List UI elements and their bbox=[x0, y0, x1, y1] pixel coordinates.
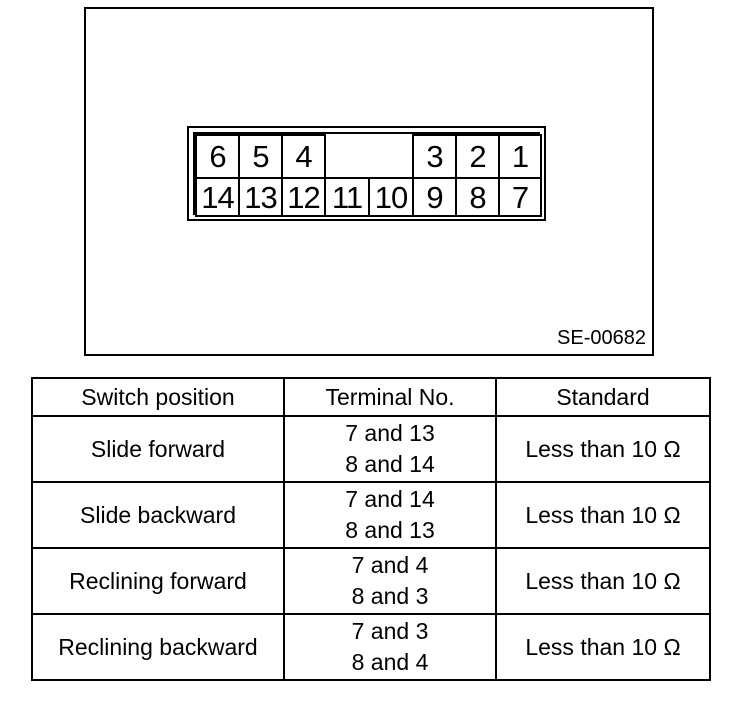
pin-1: 1 bbox=[498, 134, 542, 179]
terminal-pair: 8 and 13 bbox=[345, 517, 435, 543]
table-row bbox=[32, 548, 710, 614]
pin-9: 9 bbox=[412, 177, 457, 217]
terminal-cell bbox=[284, 548, 496, 614]
header-terminal-no: Terminal No. bbox=[284, 378, 496, 416]
table-row bbox=[32, 614, 710, 680]
header-standard: Standard bbox=[496, 378, 710, 416]
terminal-pair: 8 and 14 bbox=[345, 451, 435, 477]
pin-14: 14 bbox=[195, 177, 240, 217]
pin-12: 12 bbox=[281, 177, 326, 217]
pin-4: 4 bbox=[281, 134, 326, 179]
connector-figure bbox=[84, 7, 654, 356]
standard-cell: Less than 10 Ω bbox=[496, 416, 710, 482]
pin-3: 3 bbox=[412, 134, 457, 179]
terminal-pair: 7 and 13 bbox=[345, 420, 435, 446]
switch-position-cell: Reclining forward bbox=[32, 548, 284, 614]
terminal-pair: 7 and 14 bbox=[345, 486, 435, 512]
table-header-row bbox=[32, 378, 710, 416]
table-row bbox=[32, 416, 710, 482]
terminal-pair: 7 and 3 bbox=[351, 618, 429, 644]
terminal-pair: 7 and 4 bbox=[351, 552, 429, 578]
switch-position-cell: Reclining backward bbox=[32, 614, 284, 680]
pin-6: 6 bbox=[195, 134, 240, 179]
connector-face bbox=[193, 132, 540, 215]
pin-10: 10 bbox=[368, 177, 414, 217]
pin-7: 7 bbox=[498, 177, 542, 217]
pin-5: 5 bbox=[238, 134, 283, 179]
standard-cell: Less than 10 Ω bbox=[496, 548, 710, 614]
terminal-cell bbox=[284, 614, 496, 680]
terminal-cell bbox=[284, 482, 496, 548]
pin-13: 13 bbox=[238, 177, 283, 217]
header-switch-position: Switch position bbox=[32, 378, 284, 416]
terminal-cell bbox=[284, 416, 496, 482]
pin-2: 2 bbox=[455, 134, 500, 179]
pin-11: 11 bbox=[324, 177, 370, 217]
terminal-pair: 8 and 3 bbox=[351, 583, 429, 609]
table-row bbox=[32, 482, 710, 548]
terminal-pair: 8 and 4 bbox=[351, 649, 429, 675]
switch-position-cell: Slide forward bbox=[32, 416, 284, 482]
pin-8: 8 bbox=[455, 177, 500, 217]
switch-position-cell: Slide backward bbox=[32, 482, 284, 548]
standard-cell: Less than 10 Ω bbox=[496, 482, 710, 548]
spec-table bbox=[31, 377, 711, 681]
figure-code: SE-00682 bbox=[557, 327, 646, 349]
connector-housing bbox=[187, 126, 546, 221]
standard-cell: Less than 10 Ω bbox=[496, 614, 710, 680]
